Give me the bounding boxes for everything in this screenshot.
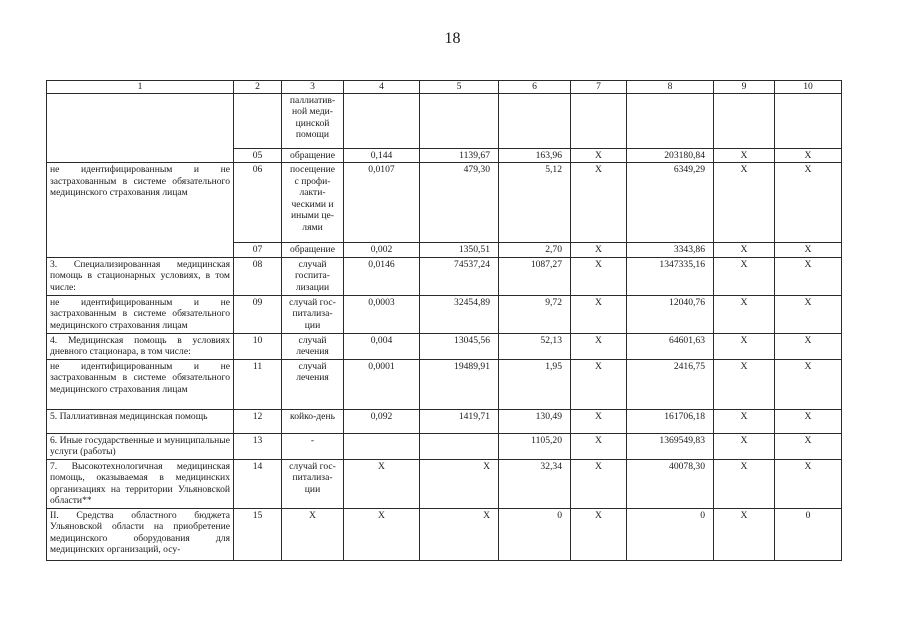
row-name-cell: 7. Высокотехнологичная медицинская помощь, оказываемая в медицинских организациях на территории Ульяновской области**	[47, 459, 234, 508]
row-col7-cell: X	[571, 459, 627, 508]
header-cell: 5	[420, 81, 499, 94]
table-row	[47, 433, 842, 459]
row-col7-cell: X	[571, 148, 627, 163]
row-per-capita-cell: 1087,27	[499, 257, 571, 295]
row-unit-cell: X	[282, 508, 344, 560]
row-total-cell: 161706,18	[627, 409, 714, 433]
table-row	[47, 333, 842, 359]
row-col9-cell: X	[714, 508, 775, 560]
row-name-cell: 3. Специализированная медицинская помощь в стационарных условиях, в том числе:	[47, 257, 234, 295]
row-col7-cell: X	[571, 257, 627, 295]
row-col7-cell: X	[571, 243, 627, 258]
row-unit-cell: койко-день	[282, 409, 344, 433]
row-cost-cell: X	[420, 508, 499, 560]
row-unit-cell: посещение с профи- лакти- ческими и иными це- лями	[282, 163, 344, 243]
row-code-cell: 09	[234, 295, 282, 333]
header-cell: 4	[344, 81, 420, 94]
row-per-capita-cell: 32,34	[499, 459, 571, 508]
row-col9-cell: X	[714, 359, 775, 409]
row-volume-cell: 0,004	[344, 333, 420, 359]
row-volume-cell: X	[344, 508, 420, 560]
row-code-cell: 10	[234, 333, 282, 359]
row-col9-cell: X	[714, 459, 775, 508]
row-col9-cell: X	[714, 333, 775, 359]
row-col7-cell: X	[571, 433, 627, 459]
row-volume-cell: 0,092	[344, 409, 420, 433]
row-unit-cell: случай лечения	[282, 333, 344, 359]
row-cost-cell	[420, 433, 499, 459]
row-per-capita-cell: 163,96	[499, 148, 571, 163]
row-code-cell: 12	[234, 409, 282, 433]
row-name-cell: не идентифицированным и не застрахованным в системе обязательного медицинского страхования лицам	[47, 163, 234, 258]
header-cell: 1	[47, 81, 234, 94]
row-code-cell: 15	[234, 508, 282, 560]
row-volume-cell: 0,144	[344, 148, 420, 163]
row-cost-cell: 13045,56	[420, 333, 499, 359]
row-per-capita-cell: 52,13	[499, 333, 571, 359]
header-cell: 10	[775, 81, 842, 94]
row-per-capita-cell: 5,12	[499, 163, 571, 243]
row-volume-cell: 0,0107	[344, 163, 420, 243]
row-total-cell: 2416,75	[627, 359, 714, 409]
row-cost-cell: 1139,67	[420, 148, 499, 163]
row-col7-cell: X	[571, 163, 627, 243]
row-unit-cell: случай гос- питализа- ции	[282, 295, 344, 333]
row-volume-cell	[344, 93, 420, 148]
row-code-cell: 06	[234, 163, 282, 243]
row-cost-cell: 1350,51	[420, 243, 499, 258]
row-col9-cell: X	[714, 295, 775, 333]
table-row	[47, 409, 842, 433]
row-cost-cell: 1419,71	[420, 409, 499, 433]
row-code-cell: 05	[234, 148, 282, 163]
row-total-cell: 64601,63	[627, 333, 714, 359]
row-name-cell: 4. Медицинская помощь в условиях дневного стационара, в том числе:	[47, 333, 234, 359]
row-col10-cell: X	[775, 433, 842, 459]
row-col9-cell: X	[714, 433, 775, 459]
row-cost-cell: 479,30	[420, 163, 499, 243]
row-code-cell: 08	[234, 257, 282, 295]
row-code-cell: 13	[234, 433, 282, 459]
header-cell: 8	[627, 81, 714, 94]
row-name-cell: не идентифицированным и не застрахованным в системе обязательного медицинского страхования лицам	[47, 359, 234, 409]
table-row	[47, 93, 842, 148]
row-col9-cell: X	[714, 243, 775, 258]
row-col10-cell: X	[775, 459, 842, 508]
row-col10-cell: 0	[775, 508, 842, 560]
row-col9-cell: X	[714, 257, 775, 295]
row-unit-cell: паллиатив- ной меди- цинской помощи	[282, 93, 344, 148]
row-volume-cell: 0,002	[344, 243, 420, 258]
row-per-capita-cell: 130,49	[499, 409, 571, 433]
row-unit-cell: случай госпита- лизации	[282, 257, 344, 295]
table-row	[47, 508, 842, 560]
row-total-cell	[627, 93, 714, 148]
row-code-cell: 07	[234, 243, 282, 258]
row-col10-cell: X	[775, 257, 842, 295]
row-volume-cell	[344, 433, 420, 459]
row-total-cell: 1369549,83	[627, 433, 714, 459]
row-col7-cell: X	[571, 295, 627, 333]
header-cell: 2	[234, 81, 282, 94]
row-name-cell	[47, 93, 234, 163]
row-cost-cell: 32454,89	[420, 295, 499, 333]
row-col9-cell: X	[714, 148, 775, 163]
row-total-cell: 203180,84	[627, 148, 714, 163]
page-number: 18	[444, 30, 461, 47]
row-col7-cell: X	[571, 359, 627, 409]
header-cell: 7	[571, 81, 627, 94]
row-unit-cell: случай гос- питализа- ции	[282, 459, 344, 508]
data-table	[46, 80, 842, 561]
row-code-cell: 11	[234, 359, 282, 409]
row-unit-cell: обращение	[282, 243, 344, 258]
header-row	[47, 81, 842, 94]
row-total-cell: 12040,76	[627, 295, 714, 333]
row-code-cell	[234, 93, 282, 148]
row-total-cell: 6349,29	[627, 163, 714, 243]
row-name-cell: 6. Иные государственные и муниципальные услуги (работы)	[47, 433, 234, 459]
row-total-cell: 0	[627, 508, 714, 560]
row-col10-cell: X	[775, 163, 842, 243]
row-name-cell: 5. Паллиативная медицинская помощь	[47, 409, 234, 433]
row-total-cell: 3343,86	[627, 243, 714, 258]
row-total-cell: 1347335,16	[627, 257, 714, 295]
row-per-capita-cell: 0	[499, 508, 571, 560]
table-row	[47, 359, 842, 409]
table-row	[47, 257, 842, 295]
table-row	[47, 163, 842, 243]
row-col9-cell: X	[714, 163, 775, 243]
row-total-cell: 40078,30	[627, 459, 714, 508]
row-per-capita-cell: 1105,20	[499, 433, 571, 459]
row-volume-cell: 0,0003	[344, 295, 420, 333]
row-per-capita-cell: 9,72	[499, 295, 571, 333]
header-cell: 9	[714, 81, 775, 94]
row-col7-cell: X	[571, 409, 627, 433]
header-cell: 6	[499, 81, 571, 94]
row-col10-cell: X	[775, 409, 842, 433]
row-unit-cell: обращение	[282, 148, 344, 163]
row-col7-cell: X	[571, 508, 627, 560]
row-volume-cell: X	[344, 459, 420, 508]
row-volume-cell: 0,0001	[344, 359, 420, 409]
row-col10-cell: X	[775, 243, 842, 258]
row-col9-cell	[714, 93, 775, 148]
row-per-capita-cell	[499, 93, 571, 148]
row-col10-cell	[775, 93, 842, 148]
row-per-capita-cell: 1,95	[499, 359, 571, 409]
row-unit-cell: случай лечения	[282, 359, 344, 409]
row-col10-cell: X	[775, 148, 842, 163]
row-cost-cell	[420, 93, 499, 148]
row-col10-cell: X	[775, 333, 842, 359]
row-cost-cell: 74537,24	[420, 257, 499, 295]
table-row	[47, 459, 842, 508]
row-col10-cell: X	[775, 295, 842, 333]
table-row	[47, 295, 842, 333]
row-cost-cell: X	[420, 459, 499, 508]
row-col7-cell: X	[571, 333, 627, 359]
row-col9-cell: X	[714, 409, 775, 433]
row-col7-cell	[571, 93, 627, 148]
row-col10-cell: X	[775, 359, 842, 409]
row-name-cell: не идентифицированным и не застрахованным в системе обязательного медицинского страхования лицам	[47, 295, 234, 333]
row-cost-cell: 19489,91	[420, 359, 499, 409]
row-code-cell: 14	[234, 459, 282, 508]
header-cell: 3	[282, 81, 344, 94]
row-per-capita-cell: 2,70	[499, 243, 571, 258]
row-volume-cell: 0,0146	[344, 257, 420, 295]
row-name-cell: II. Средства областного бюджета Ульяновской области на приобретение медицинского оборудования для медицинских организаций, осу-	[47, 508, 234, 560]
row-unit-cell: -	[282, 433, 344, 459]
